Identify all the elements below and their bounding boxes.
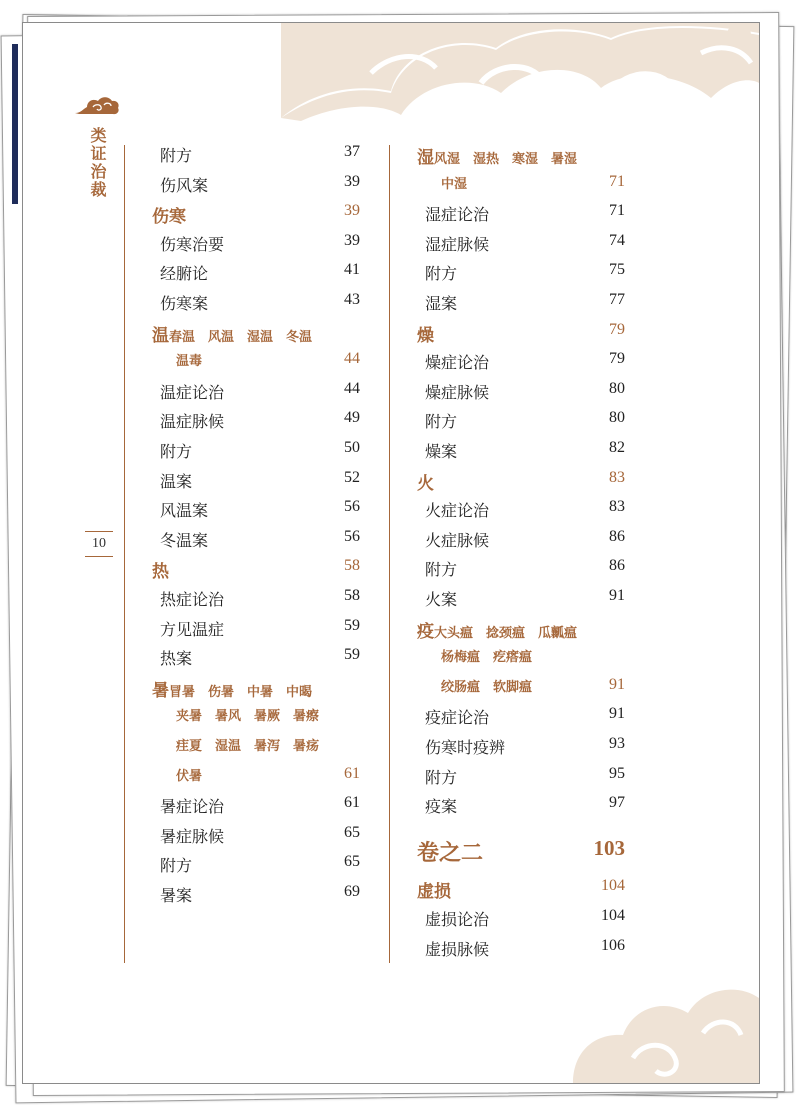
toc-entry[interactable]: [411, 380, 625, 404]
toc-heading[interactable]: [146, 676, 360, 700]
toc-entry-title: 火症脉候: [425, 530, 490, 550]
heading-main: 热: [152, 562, 169, 583]
toc-entry[interactable]: [146, 409, 360, 433]
toc-entry-title: 疰夏 湿温 暑泻 暑疡: [176, 739, 320, 754]
toc-page-number: 91: [609, 587, 625, 604]
toc-entry[interactable]: [146, 439, 360, 463]
toc-page-number: 104: [601, 907, 625, 924]
toc-heading-title: [417, 469, 434, 494]
toc-page-number: 39: [344, 172, 360, 190]
heading-main: 湿: [417, 148, 434, 168]
toc-page-number: 91: [609, 705, 625, 723]
heading-main: 虚损: [417, 882, 451, 903]
toc-entry[interactable]: [411, 261, 625, 285]
heading-subtopics: 大头瘟 捻颈瘟 瓜瓤瘟: [434, 625, 578, 641]
toc-entry[interactable]: [411, 350, 625, 374]
toc-page-number: 106: [601, 936, 625, 954]
toc-entry-title: 疫案: [425, 797, 458, 817]
toc-page-number: 71: [609, 202, 625, 220]
toc-entry[interactable]: [146, 498, 360, 522]
column-rule: [124, 145, 125, 963]
toc-entry-title: 伤寒时疫辨: [425, 738, 506, 757]
toc-entry-title: 燥症论治: [425, 353, 490, 373]
toc-entry-title: 湿案: [425, 294, 458, 313]
toc-page-number: 49: [344, 409, 360, 427]
toc-page-number: 79: [609, 320, 625, 338]
toc-entry-title: 伏暑: [176, 768, 203, 784]
toc-entry-title: 附方: [425, 412, 458, 432]
toc-entry[interactable]: [146, 617, 360, 641]
toc-heading-continuation[interactable]: [146, 705, 360, 729]
toc-entry[interactable]: [146, 469, 360, 493]
toc-entry[interactable]: [146, 291, 360, 315]
heading-main: 温: [152, 325, 169, 346]
toc-heading[interactable]: [411, 469, 625, 493]
book-title-vertical: 类证治裁: [88, 127, 107, 199]
toc-heading-title: [417, 321, 434, 346]
toc-page-number: 86: [609, 527, 625, 545]
toc-heading[interactable]: [146, 321, 360, 345]
toc-entry-title: 经腑论: [160, 264, 209, 284]
toc-entry[interactable]: [411, 937, 625, 961]
toc-entry-title: 温症脉候: [160, 412, 225, 432]
toc-heading-title: [152, 202, 186, 227]
toc-entry[interactable]: [146, 143, 360, 167]
toc-page-number: 103: [593, 835, 625, 860]
toc-heading-continuation[interactable]: [146, 350, 360, 374]
toc-entry-title: 暑案: [160, 886, 193, 905]
toc-page-number: 93: [609, 735, 625, 752]
toc-page-number: 59: [344, 646, 360, 664]
heading-main: 暑: [152, 680, 169, 701]
toc-entry-title: 虚损论治: [425, 910, 490, 929]
toc-heading-title: [417, 617, 577, 642]
toc-entry-title: 附方: [160, 856, 193, 876]
toc-entry-title: 夹暑 暑风 暑厥 暑瘵: [176, 709, 320, 725]
toc-entry-title: 热症论治: [160, 590, 225, 609]
toc-page-number: 97: [609, 794, 625, 812]
toc-entry[interactable]: [411, 439, 625, 463]
toc-heading-continuation[interactable]: [146, 765, 360, 789]
column-rule: [389, 145, 390, 963]
toc-entry-title: 附方: [160, 442, 193, 461]
toc-entry-title: 方见温症: [160, 619, 225, 639]
toc-page-number: 43: [344, 291, 360, 308]
toc-page-number: 39: [344, 202, 360, 220]
toc-entry[interactable]: [411, 794, 625, 818]
toc-page-number: 104: [601, 877, 625, 895]
toc-entry[interactable]: [146, 232, 360, 256]
page-number: 10: [92, 536, 106, 551]
toc-page-number: 95: [609, 764, 625, 782]
toc-heading[interactable]: [411, 617, 625, 641]
toc-heading[interactable]: [146, 557, 360, 581]
toc-entry[interactable]: [146, 587, 360, 611]
toc-page-number: 52: [344, 468, 360, 486]
toc-entry[interactable]: [411, 291, 625, 315]
toc-page-number: 61: [344, 794, 360, 812]
toc-entry[interactable]: [411, 498, 625, 522]
toc-page-number: 58: [344, 587, 360, 604]
toc-page-number: 65: [344, 823, 360, 841]
toc-heading[interactable]: [411, 835, 625, 866]
toc-heading-continuation[interactable]: [411, 173, 625, 197]
toc-page-number: 56: [344, 498, 360, 516]
toc-entry[interactable]: [411, 907, 625, 931]
toc-entry-title: 杨梅瘟 疙瘩瘟: [441, 650, 533, 666]
toc-heading-title: [417, 143, 577, 168]
toc-page-number: 50: [344, 439, 360, 456]
toc-page-number: 86: [609, 557, 625, 575]
divider: [85, 556, 113, 557]
toc-entry[interactable]: [411, 528, 625, 552]
toc-entry[interactable]: [411, 735, 625, 759]
toc-page-number: 83: [609, 468, 625, 486]
toc-entry-title: 伤风案: [160, 175, 209, 195]
toc-heading-continuation[interactable]: [411, 646, 625, 670]
toc-entry-title: 疫症论治: [425, 708, 490, 728]
toc-heading-title: [152, 321, 312, 346]
toc-entry-title: 湿症论治: [425, 205, 490, 225]
toc-page-number: 71: [609, 172, 625, 190]
toc-entry-title: 伤寒案: [160, 294, 209, 313]
heading-main: 燥: [417, 325, 434, 346]
toc-entry-title: 附方: [425, 767, 458, 787]
heading-main: 疫: [417, 621, 434, 642]
toc-page-number: 75: [609, 261, 625, 279]
toc-page-number: 74: [609, 231, 625, 249]
toc-heading-title: [152, 557, 169, 582]
page-number-block: [85, 531, 113, 557]
toc-heading[interactable]: [411, 321, 625, 345]
toc-entry-title: 绞肠瘟 软脚瘟: [441, 679, 533, 695]
toc-heading-title: [152, 676, 312, 701]
heading-subtopics: 春温 风温 湿温 冬温: [169, 329, 313, 345]
toc-page-number: 44: [344, 379, 360, 397]
toc-entry[interactable]: [411, 705, 625, 729]
heading-subtopics: 风湿 湿热 寒湿 暑湿: [434, 152, 578, 167]
toc-heading-continuation[interactable]: [411, 676, 625, 700]
toc-heading-title: [417, 877, 451, 902]
toc-entry[interactable]: [146, 824, 360, 848]
toc-entry[interactable]: [146, 853, 360, 877]
toc-page-number: 44: [344, 350, 360, 368]
toc-entry-title: 伤寒治要: [160, 234, 225, 254]
toc-entry[interactable]: [146, 261, 360, 285]
toc-entry[interactable]: [411, 232, 625, 256]
toc-entry[interactable]: [146, 883, 360, 907]
toc-entry-title: 暑症论治: [160, 797, 225, 817]
toc-entry-title: 燥症脉候: [425, 382, 490, 402]
toc-page-number: 39: [344, 231, 360, 249]
toc-page-number: 77: [609, 291, 625, 308]
toc-entry[interactable]: [411, 202, 625, 226]
toc-page-number: 80: [609, 409, 625, 427]
toc-page-number: 83: [609, 498, 625, 516]
toc-entry[interactable]: [146, 173, 360, 197]
cloud-logo-icon: [73, 95, 121, 117]
toc-entry-title: 火案: [425, 590, 458, 609]
toc-entry[interactable]: [411, 765, 625, 789]
toc-entry-title: 附方: [425, 560, 458, 580]
toc-page: [22, 22, 760, 1084]
toc-entry[interactable]: [411, 587, 625, 611]
toc-page-number: 91: [609, 675, 625, 693]
toc-page-number: 37: [344, 143, 360, 160]
cloud-decoration-bottom: [563, 963, 759, 1083]
heading-main: 火: [417, 473, 434, 494]
toc-entry-title: 冬温案: [160, 530, 209, 550]
toc-page-number: 59: [344, 616, 360, 634]
toc-entry[interactable]: [146, 794, 360, 818]
heading-subtopics: 冒暑 伤暑 中暑 中暍: [169, 684, 313, 700]
toc-page-number: 61: [344, 764, 360, 782]
heading-main: 伤寒: [152, 207, 186, 228]
toc-page-number: 79: [609, 350, 625, 368]
sheet-edge: [12, 44, 18, 204]
toc-entry-title: 中湿: [441, 176, 468, 192]
toc-entry-title: 风温案: [160, 501, 209, 521]
toc-heading[interactable]: [411, 143, 625, 167]
toc-entry[interactable]: [411, 409, 625, 433]
toc-entry-title: 热案: [160, 649, 193, 669]
toc-page-number: 65: [344, 853, 360, 871]
heading-main: 卷之二: [417, 839, 484, 866]
toc-entry-title: 温案: [160, 471, 193, 491]
toc-entry-title: 湿症脉候: [425, 234, 490, 254]
toc-page-number: 69: [344, 883, 360, 900]
toc-heading[interactable]: [146, 202, 360, 226]
toc-page-number: 80: [609, 379, 625, 397]
toc-page-number: 58: [344, 557, 360, 575]
toc-entry-title: 温症论治: [160, 382, 225, 402]
toc-page-number: 41: [344, 261, 360, 279]
toc-entry-title: 附方: [160, 146, 193, 165]
toc-entry-title: 温毒: [176, 354, 203, 370]
toc-entry[interactable]: [146, 646, 360, 670]
toc-entry-title: 虚损脉候: [425, 939, 490, 959]
toc-page-number: 82: [609, 439, 625, 456]
toc-heading-title: [417, 836, 483, 867]
toc-page-number: 56: [344, 527, 360, 545]
toc-heading-continuation[interactable]: [146, 735, 360, 759]
toc-entry[interactable]: [146, 528, 360, 552]
toc-heading[interactable]: [411, 877, 625, 901]
toc-entry[interactable]: [411, 557, 625, 581]
toc-entry-title: 附方: [425, 264, 458, 284]
toc-entry-title: 火症论治: [425, 501, 490, 521]
toc-entry-title: 暑症脉候: [160, 826, 225, 846]
toc-entry-title: 燥案: [425, 442, 458, 461]
toc-entry[interactable]: [146, 380, 360, 404]
